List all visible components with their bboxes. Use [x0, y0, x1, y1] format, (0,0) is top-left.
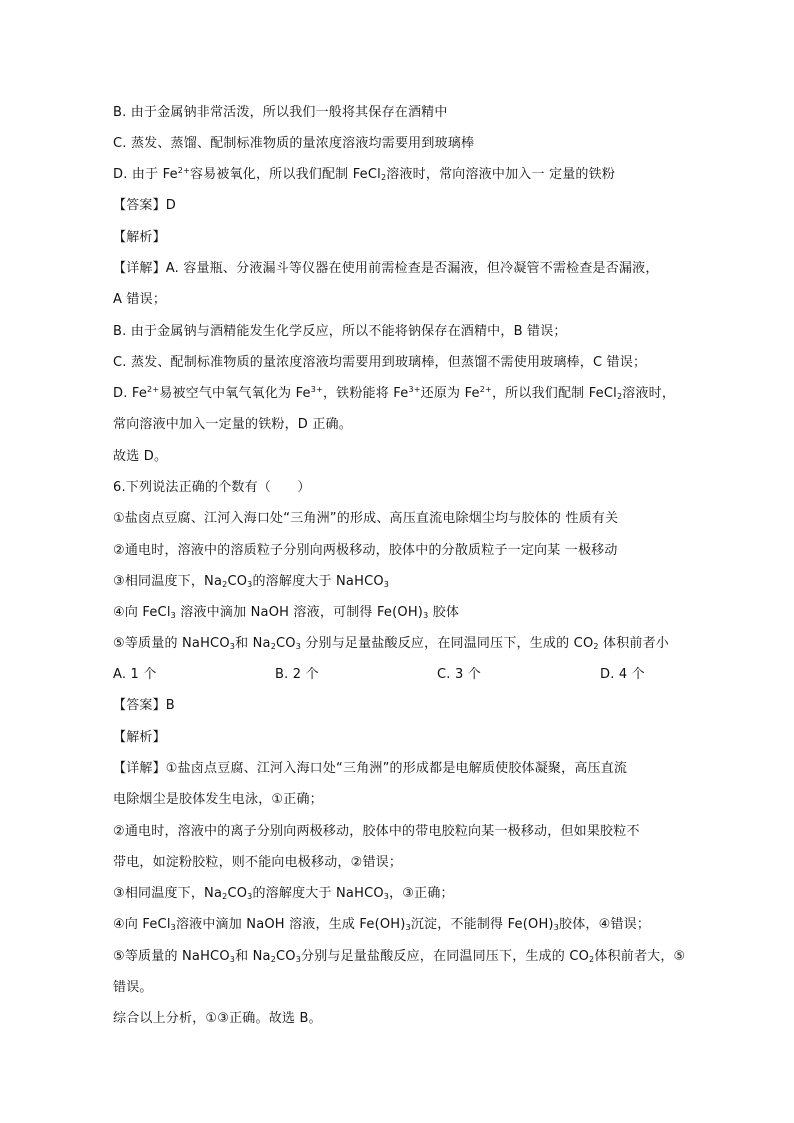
text: 易被空气中氧气氧化为 Fe: [159, 386, 311, 401]
text: 【解析】: [113, 230, 166, 245]
subscript: 2: [380, 173, 387, 182]
choice-b: B. 2 个: [275, 667, 319, 682]
statement-1: [113, 511, 618, 527]
explanation-line: [113, 417, 352, 433]
choice-a: A. 1 个: [113, 667, 157, 682]
explanation-line: [113, 949, 685, 965]
text: 带电，如淀粉胶粒，则不能向电极移动，②错误；: [113, 855, 403, 870]
subscript: 2: [270, 642, 276, 651]
text: B. 由于金属钠非常活泼，所以我们一般将其保存在酒精中: [113, 105, 448, 120]
text: 溶液时，常向溶液中加入一 定量的铁粉: [386, 167, 616, 182]
text: 体积前者小: [598, 636, 670, 651]
subscript: 2: [222, 892, 228, 901]
text: 和 Na: [235, 949, 271, 964]
subscript: 3: [553, 923, 560, 932]
text: ③相同温度下，Na: [113, 886, 223, 901]
superscript: 2+: [147, 385, 160, 394]
text: C. 蒸发、配制标准物质的量浓度溶液均需要用到玻璃棒，但蒸馏不需使用玻璃棒，C 错误；: [113, 355, 647, 370]
explanation-line: [113, 355, 646, 371]
explanation-line: [113, 886, 454, 902]
analysis-heading: [113, 730, 166, 746]
text: 【详解】A. 容量瓶、分液漏斗等仪器在使用前需检查是否漏液，但冷凝管不需检查是否漏液，: [113, 261, 659, 276]
text: ，③正确；: [389, 886, 454, 901]
subscript: 3: [383, 892, 390, 901]
text: 胶体: [428, 605, 460, 620]
subscript: 2: [616, 392, 623, 401]
answer-line: [113, 198, 176, 214]
text: 6.下列说法正确的个数有（ ）: [113, 480, 311, 495]
explanation-line: [113, 1011, 322, 1027]
subscript: 3: [383, 580, 390, 589]
subscript: 2: [589, 955, 595, 964]
text: CO: [227, 886, 248, 901]
text: 错误。: [113, 980, 153, 995]
text: CO: [227, 574, 248, 589]
text: 分别与足量盐酸反应，在同温同压下，生成的 CO: [301, 949, 590, 964]
text: 溶液中滴加 NaOH 溶液，可制得 Fe(OH): [175, 605, 424, 620]
explanation-line: [113, 980, 153, 996]
explanation-line: [113, 261, 659, 277]
explanation-line: [113, 761, 627, 777]
text: C. 蒸发、蒸馏、配制标准物质的量浓度溶液均需要用到玻璃棒: [113, 136, 475, 151]
choice-d: D. 4 个: [600, 667, 645, 682]
text: D. 由于 Fe: [113, 167, 178, 182]
text: B. 由于金属钠与酒精能发生化学反应，所以不能将钠保存在酒精中，B 错误；: [113, 324, 567, 339]
text: D. Fe: [113, 386, 148, 401]
statement-5: [113, 636, 669, 652]
text: 电除烟尘是胶体发生电泳，①正确；: [113, 792, 323, 807]
text: ⑤等质量的 NaHCO: [113, 949, 230, 964]
text: 的溶解度大于 NaHCO: [252, 886, 384, 901]
text: CO: [275, 949, 296, 964]
text: 分别与足量盐酸反应，在同温同压下，生成的 CO: [301, 636, 594, 651]
explanation-line: [113, 292, 166, 308]
superscript: 3+: [310, 385, 323, 394]
superscript: 2+: [177, 166, 190, 175]
subscript: 3: [295, 642, 301, 651]
statement-3: [113, 574, 389, 590]
superscript: 3+: [408, 385, 421, 394]
text: 【答案】B: [113, 698, 175, 713]
question-6-stem: [113, 480, 311, 496]
answer-line: [113, 698, 175, 714]
subscript: 3: [295, 955, 301, 964]
text: 和 Na: [235, 636, 271, 651]
text: 【解析】: [113, 730, 166, 745]
subscript: 3: [423, 611, 429, 620]
text: ⑤等质量的 NaHCO: [113, 636, 230, 651]
explanation-line: [113, 917, 650, 933]
text: 的溶解度大于 NaHCO: [252, 574, 384, 589]
explanation-line: [113, 449, 167, 465]
text: 体积前者大，⑤: [594, 949, 686, 964]
subscript: 2: [222, 580, 228, 589]
choice-c: C. 3 个: [437, 667, 481, 682]
text: CO: [275, 636, 296, 651]
subscript: 3: [229, 642, 236, 651]
statement-4: [113, 605, 459, 621]
explanation-line: [113, 855, 402, 871]
analysis-heading: [113, 230, 166, 246]
text: 常向溶液中加入一定量的铁粉，D 正确。: [113, 417, 352, 432]
text: ①盐卤点豆腐、江河入海口处“三角洲”的形成、高压直流电除烟尘均与胶体的 性质有关: [113, 511, 619, 526]
text: ②通电时，溶液中的离子分别向两极移动，胶体中的带电胶粒向某一极移动，但如果胶粒不: [113, 824, 640, 839]
explanation-line: [113, 386, 675, 402]
text: 故选 D。: [113, 449, 168, 464]
text: ②通电时，溶液中的溶质粒子分别向两极移动，胶体中的分散质粒子一定向某 一极移动: [113, 543, 618, 558]
text: A 错误；: [113, 292, 167, 307]
superscript: 2+: [479, 385, 492, 394]
text: 溶液中滴加 NaOH 溶液，生成 Fe(OH): [175, 917, 406, 932]
text: 【详解】①盐卤点豆腐、江河入海口处“三角洲”的形成都是电解质使胶体凝聚，高压直流: [113, 761, 628, 776]
subscript: 2: [593, 642, 599, 651]
subscript: 3: [170, 611, 176, 620]
option-b-line: [113, 105, 448, 121]
text: 【答案】D: [113, 198, 177, 213]
statement-2: [113, 543, 618, 559]
text: 沉淀，不能制得 Fe(OH): [410, 917, 554, 932]
subscript: 3: [229, 955, 236, 964]
text: 溶液时，: [622, 386, 676, 401]
subscript: 2: [270, 955, 276, 964]
subscript: 3: [170, 923, 176, 932]
text: ③相同温度下，Na: [113, 574, 223, 589]
text: 还原为 Fe: [420, 386, 480, 401]
text: 胶体，④错误；: [559, 917, 651, 932]
text: ④向 FeCl: [113, 605, 171, 620]
subscript: 3: [247, 892, 253, 901]
text: 容易被氧化，所以我们配制 FeCl: [189, 167, 381, 182]
text: ④向 FeCl: [113, 917, 171, 932]
option-c-line: [113, 136, 474, 152]
explanation-line: [113, 324, 567, 340]
explanation-line: [113, 824, 640, 840]
explanation-line: [113, 792, 323, 808]
text: 综合以上分析，①③正确。故选 B。: [113, 1011, 322, 1026]
subscript: 3: [405, 923, 411, 932]
subscript: 3: [247, 580, 253, 589]
text: ，铁粉能将 Fe: [322, 386, 409, 401]
option-d-line: [113, 167, 615, 183]
text: ，所以我们配制 FeCl: [491, 386, 617, 401]
